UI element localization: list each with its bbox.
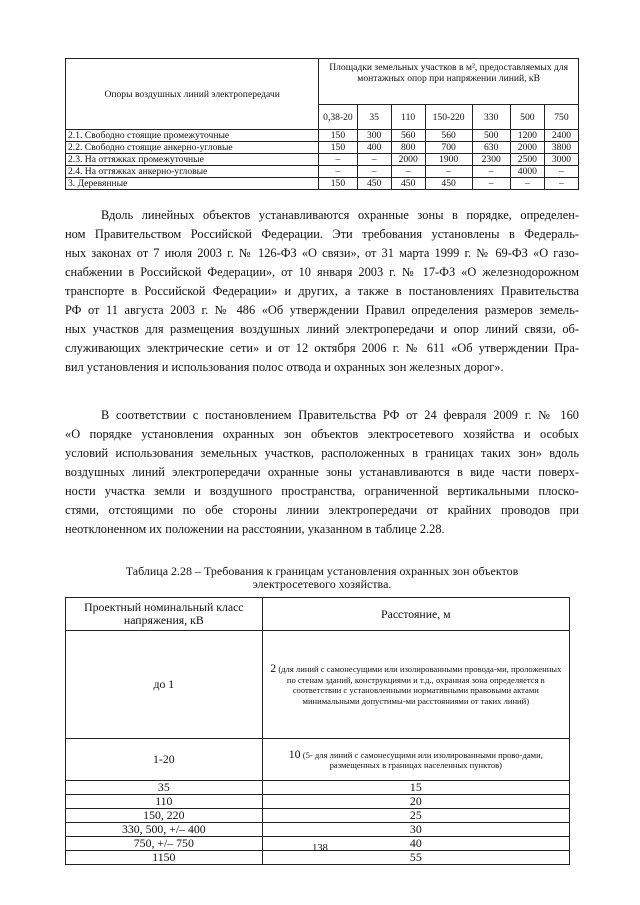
table2-distance-cell: 15 (262, 781, 569, 795)
table1-cell: – (472, 166, 510, 178)
table1-voltage-header: 35 (357, 105, 391, 130)
protection-zone-distance-table (65, 597, 570, 865)
table1-cell: 400 (357, 142, 391, 154)
distance-value: 10 (288, 746, 301, 761)
table1-cell: 500 (472, 130, 510, 142)
table1-cell: 560 (391, 130, 425, 142)
table-row (66, 142, 579, 154)
table1-cell: – (425, 166, 472, 178)
distance-value: 2 (270, 661, 277, 675)
table1-cell: 450 (391, 178, 425, 190)
text-line: ном Правительством Российской Федерации. Эти требования установлены в Федераль- (65, 227, 579, 241)
table2-distance-cell (262, 739, 569, 781)
page-number: 138 (312, 843, 328, 854)
table-row (66, 631, 570, 739)
table2-distance-cell (262, 631, 569, 739)
table2-distance-cell: 55 (262, 851, 569, 865)
table1-cell: – (544, 166, 578, 178)
table-row (66, 739, 570, 781)
table1-area-header: Площадки земельных участков в м², предоставляемых для монтажных опор при напряжении линий, кВ (319, 59, 579, 105)
table1-row-label: 2.4. На оттяжках анкерно-угловые (66, 166, 319, 178)
table1-cell: – (510, 178, 544, 190)
table1-cell: – (391, 166, 425, 178)
table1-row-label: 2.3. На оттяжках промежуточные (66, 154, 319, 166)
table1-cell: 630 (472, 142, 510, 154)
table-row (66, 166, 579, 178)
table-row (66, 154, 579, 166)
text-line: ных участков для размещения воздушных линий электропередачи и опор линий связи, об- (65, 322, 579, 336)
caption-line: электросетевого хозяйства. (252, 577, 392, 591)
table1-voltage-header: 750 (544, 105, 578, 130)
table2-voltage-cell: 1-20 (66, 739, 263, 781)
table1-row-label: 3. Деревянные (66, 178, 319, 190)
table-row (66, 781, 570, 795)
table1-body (66, 130, 579, 190)
table1-cell: 150 (319, 178, 357, 190)
text-line: В соответствии с постановлением Правительства РФ от 24 февраля 2009 г. № 160 (101, 408, 579, 422)
text-line: вил установления и использования полос отвода и охранных зон железных дорог». (65, 360, 504, 374)
land-plot-area-table (65, 58, 579, 190)
table2-voltage-cell: 150, 220 (66, 809, 263, 823)
table1-voltage-header: 330 (472, 105, 510, 130)
table1-cell: 700 (425, 142, 472, 154)
table2-distance-cell: 30 (262, 823, 569, 837)
table2-distance-header: Расстояние, м (262, 598, 569, 631)
table1-cell: 3800 (544, 142, 578, 154)
paragraph-government-decree-160 (65, 406, 579, 539)
table-row (66, 130, 579, 142)
table1-cell: 2400 (544, 130, 578, 142)
table1-cell: 2000 (510, 142, 544, 154)
table1-cell: 450 (357, 178, 391, 190)
table1-cell: 300 (357, 130, 391, 142)
table1-voltage-header: 150-220 (425, 105, 472, 130)
table-row (66, 823, 570, 837)
table1-row-label: 2.2. Свободно стоящие анкерно-угловые (66, 142, 319, 154)
text-line: РФ от 11 августа 2003 г. № 486 «Об утверждении Правил определения размеров земель- (65, 303, 579, 317)
table1-cell: – (357, 154, 391, 166)
table2-voltage-cell: 750, +/– 750 (66, 837, 263, 851)
distance-note: (5- для линий с самонесущими или изолированными прово-дами, размещенных в границах населенных пунктов) (302, 749, 543, 770)
text-line: Вдоль линейных объектов устанавливаются охранные зоны в порядке, определен- (101, 208, 579, 222)
table1-cell: 800 (391, 142, 425, 154)
text-line: ных законах от 7 июля 2003 г. № 126-ФЗ «О связи», от 31 марта 1999 г. № 69-ФЗ «О газо- (65, 246, 579, 260)
text-line: снабжении в Российской Федерации», от 10 января 2003 г. № 17-ФЗ «О железнодорожном (65, 265, 579, 279)
distance-note: (для линий с самонесущими или изолированными провода-ми, проложенных по стенам зданий, конструкциями и т.д., охранная зона определяется в соответствии с установленными нормативными правовыми актами минимальными допустимы-ми расстояниями от таких линий) (278, 664, 562, 706)
table1-cell: – (357, 166, 391, 178)
text-line: служивающих электрические сети» и от 12 октября 2006 г. № 611 «Об утверждении Пра- (65, 341, 579, 355)
text-line: неотклоненном их положении на расстоянии, указанном в таблице 2.28. (65, 522, 445, 536)
table2-distance-cell: 40 (262, 837, 569, 851)
table1-cell: 560 (425, 130, 472, 142)
table1-cell: 4000 (510, 166, 544, 178)
table1-cell: 150 (319, 142, 357, 154)
text-line: «О порядке установления охранных зон объектов электросетевого хозяйства и особых (65, 427, 579, 441)
table1-cell: 450 (425, 178, 472, 190)
table2-voltage-cell: до 1 (66, 631, 263, 739)
table-row (66, 795, 570, 809)
table1-cell: – (544, 178, 578, 190)
table1-cell: 2300 (472, 154, 510, 166)
table1-cell: 1900 (425, 154, 472, 166)
table-row (66, 809, 570, 823)
table-row (66, 178, 579, 190)
text-line: транспорте в Российской Федерации» и других, а также в постановлениях Правительства (65, 284, 579, 298)
table1-cell: 2500 (510, 154, 544, 166)
table1-voltage-header: 500 (510, 105, 544, 130)
table2-voltage-cell: 35 (66, 781, 263, 795)
table1-cell: – (319, 154, 357, 166)
text-line: условий использования земельных участков, расположенных в границах таких зон» вдоль (65, 446, 579, 460)
table1-cell: 150 (319, 130, 357, 142)
table2-voltage-header: Проектный номинальный класс напряжения, кВ (66, 598, 263, 631)
paragraph-protection-zones-laws (65, 206, 579, 377)
table2-voltage-cell: 330, 500, +/– 400 (66, 823, 263, 837)
table2-voltage-cell: 1150 (66, 851, 263, 865)
caption-line: Таблица 2.28 – Требования к границам установления охранных зон объектов (125, 564, 519, 578)
text-line: стями, отстоящими по обе стороны линии электропередачи от крайних проводов при (65, 503, 579, 517)
table1-cell: – (472, 178, 510, 190)
table1-voltage-header: 110 (391, 105, 425, 130)
table1-pole-header: Опоры воздушных линий электропередачи (66, 59, 319, 130)
table1-voltage-header: 0,38-20 (319, 105, 357, 130)
table1-cell: – (319, 166, 357, 178)
table2-voltage-cell: 110 (66, 795, 263, 809)
text-line: ности участка земли и воздушного пространства, ограниченной вертикальными плоско- (65, 484, 579, 498)
table1-cell: 3000 (544, 154, 578, 166)
table2-distance-cell: 25 (262, 809, 569, 823)
table1-cell: 2000 (391, 154, 425, 166)
table1-cell: 1200 (510, 130, 544, 142)
text-line: воздушных линий электропередачи охранные зоны устанавливаются в виде части поверх- (65, 465, 579, 479)
table-2-28-caption (65, 565, 579, 591)
table2-distance-cell: 20 (262, 795, 569, 809)
table2-body (66, 631, 570, 865)
table1-row-label: 2.1. Свободно стоящие промежуточные (66, 130, 319, 142)
